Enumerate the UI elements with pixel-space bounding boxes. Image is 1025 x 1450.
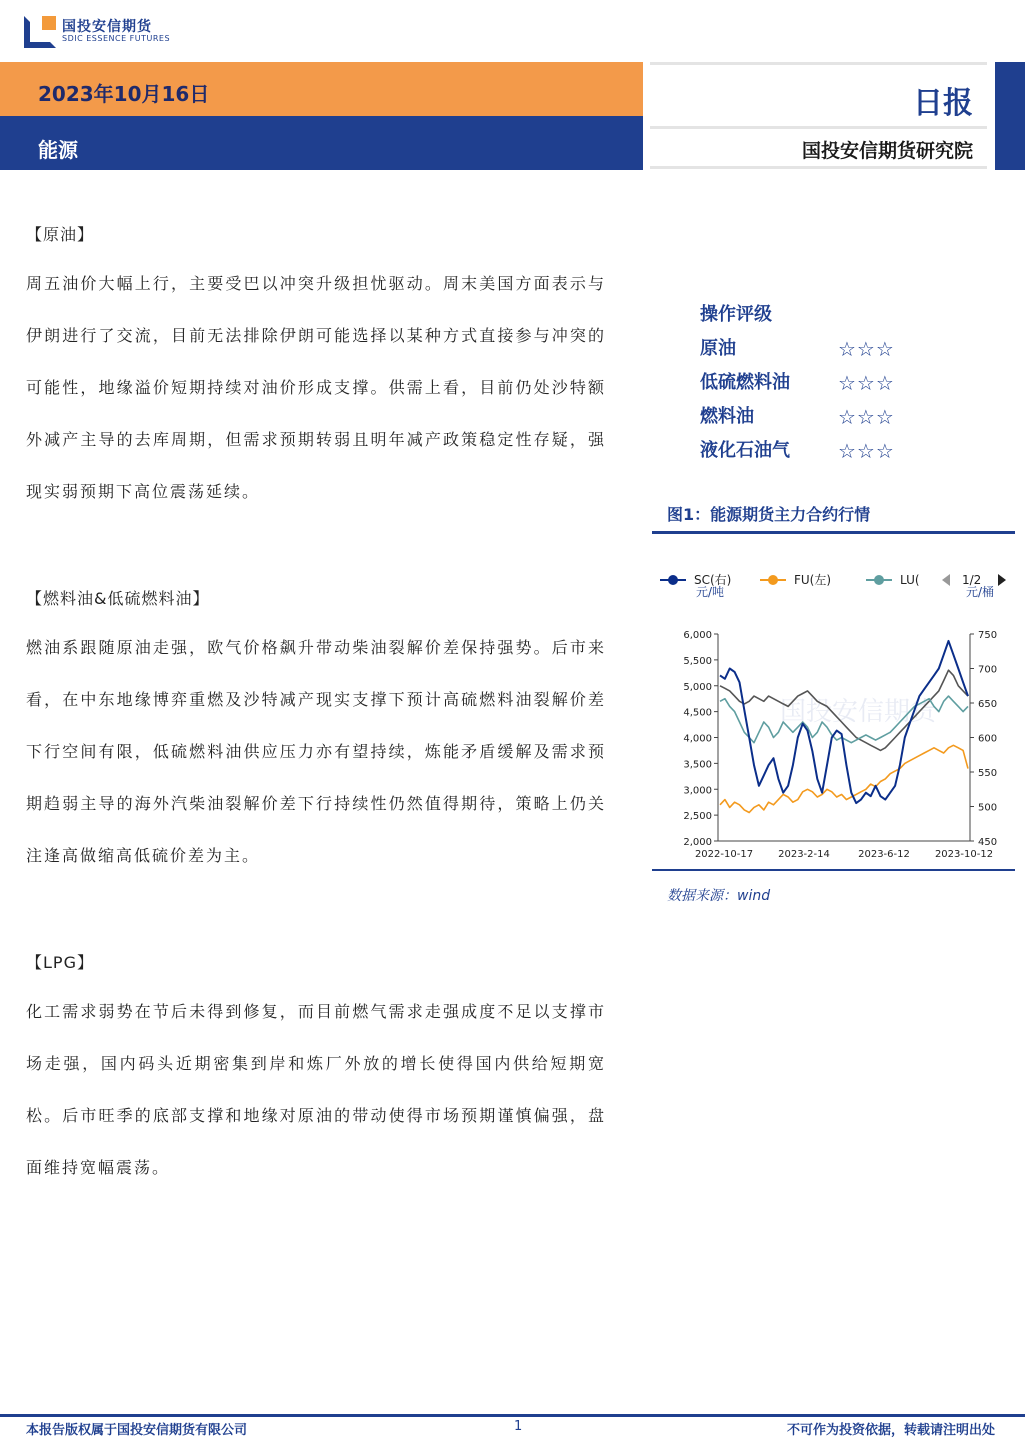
left-tick-label: 2,000 [683, 837, 712, 848]
rating-stars-icon: ☆☆☆ [838, 371, 895, 395]
rating-name: 燃料油 [700, 406, 754, 427]
right-tick-label: 450 [978, 837, 998, 848]
figure-title: 图1：能源期货主力合约行情 [667, 505, 871, 524]
legend-marker-lu [874, 575, 884, 585]
institute-name: 国投安信期货研究院 [801, 140, 973, 162]
legend-fu: FU(左) [794, 573, 832, 587]
report-date: 2023年10月16日 [38, 82, 210, 106]
figure-source: 数据来源：wind [667, 888, 771, 904]
rating-stars-icon: ☆☆☆ [838, 439, 895, 463]
rating-name: 原油 [700, 338, 736, 359]
left-tick-label: 3,000 [683, 785, 712, 797]
x-tick-label: 2022-10-17 [694, 849, 754, 860]
ratings-title: 操作评级 [700, 304, 772, 325]
rating-stars-icon: ☆☆☆ [838, 337, 895, 361]
rating-stars-icon: ☆☆☆ [838, 405, 895, 429]
watermark: 国投安信期货 [780, 697, 937, 727]
operation-ratings [700, 300, 930, 470]
header-edge-block [995, 62, 1025, 170]
right-tick-label: 650 [978, 699, 998, 710]
rating-name: 低硫燃料油 [700, 372, 790, 393]
right-tick-label: 500 [978, 802, 998, 814]
left-tick-label: 4,500 [683, 707, 712, 719]
left-tick-label: 5,500 [683, 655, 712, 667]
legend-lu: LU( [900, 573, 920, 587]
rating-row [700, 436, 930, 470]
footer-rule [0, 1414, 1025, 1417]
header-section-band [0, 116, 643, 170]
right-tick-label: 550 [978, 768, 998, 779]
legend-sc: SC(右) [694, 573, 732, 587]
figure-rule [652, 531, 1015, 534]
logo-mark-icon [24, 16, 56, 48]
rating-name: 液化石油气 [700, 440, 790, 461]
left-tick-label: 4,000 [683, 733, 712, 745]
legend-next-icon[interactable] [998, 574, 1006, 586]
report-type: 日报 [913, 86, 973, 121]
header-divider [650, 126, 987, 129]
left-tick-label: 6,000 [683, 630, 712, 641]
left-tick-label: 3,500 [683, 759, 712, 771]
report-section: 能源 [38, 138, 78, 162]
right-tick-label: 750 [978, 630, 998, 641]
legend-prev-icon[interactable] [942, 574, 950, 586]
x-tick-label: 2023-10-12 [934, 849, 994, 860]
footer-disclaimer: 不可作为投资依据，转载请注明出处 [786, 1423, 995, 1438]
left-tick-label: 5,000 [683, 681, 712, 693]
figure-rule [652, 869, 1015, 871]
header-divider [650, 62, 987, 65]
section-title-fuel-oil: 【燃料油&低硫燃料油】 [26, 589, 210, 608]
right-axis-unit: 元/桶 [966, 585, 995, 599]
section-text-lpg: 化工需求弱势在节后未得到修复，而目前燃气需求走强成度不足以支撑市场走强，国内码头近期密集到岸和炼厂外放的增长使得国内供给短期宽松。后市旺季的底部支撑和地缘对原油的带动使得市场预期谨慎偏强，盘面维持宽幅震荡。 [26, 1002, 606, 1177]
footer-copyright: 本报告版权属于国投安信期货有限公司 [26, 1423, 248, 1438]
section-title-lpg: 【LPG】 [26, 953, 94, 972]
rating-row [700, 368, 930, 402]
energy-futures-chart [652, 560, 1015, 866]
section-text-crude: 周五油价大幅上行，主要受巴以冲突升级担忧驱动。周末美国方面表示与伊朗进行了交流，目前无法排除伊朗可能选择以某种方式直接参与冲突的可能性，地缘溢价短期持续对油价形成支撑。供需上看，目前仍处沙特额外减产主导的去库周期，但需求预期转弱且明年减产政策稳定性存疑，强现实弱预期下高位震荡延续。 [26, 274, 606, 501]
left-tick-label: 2,500 [683, 811, 712, 823]
logo-name-cn: 国投安信期货 [62, 18, 152, 35]
right-tick-label: 600 [978, 733, 998, 745]
page-number: 1 [514, 1419, 523, 1434]
logo-name-en: SDIC ESSENCE FUTURES [62, 34, 171, 44]
company-logo [24, 16, 170, 48]
legend-page: 1/2 [962, 573, 982, 587]
chart-axes [683, 630, 997, 860]
section-title-crude: 【原油】 [26, 225, 95, 244]
legend-marker-fu [768, 575, 778, 585]
left-axis-unit: 元/吨 [696, 585, 725, 599]
x-tick-label: 2023-2-14 [778, 849, 830, 860]
rating-row [700, 402, 930, 436]
rating-row [700, 334, 930, 368]
legend-marker-sc [668, 575, 678, 585]
section-text-fuel-oil: 燃油系跟随原油走强，欧气价格飙升带动柴油裂解价差保持强势。后市来看，在中东地缘博弈重燃及沙特减产现实支撑下预计高硫燃料油裂解价差下行空间有限，低硫燃料油供应压力亦有望持续，炼能矛盾缓解及需求预期趋弱主导的海外汽柴油裂解价差下行持续性仍然值得期待，策略上仍关注逢高做缩高低硫价差为主。 [26, 638, 606, 865]
right-tick-label: 700 [978, 664, 998, 676]
header-divider [650, 166, 987, 169]
x-tick-label: 2023-6-12 [858, 849, 910, 860]
